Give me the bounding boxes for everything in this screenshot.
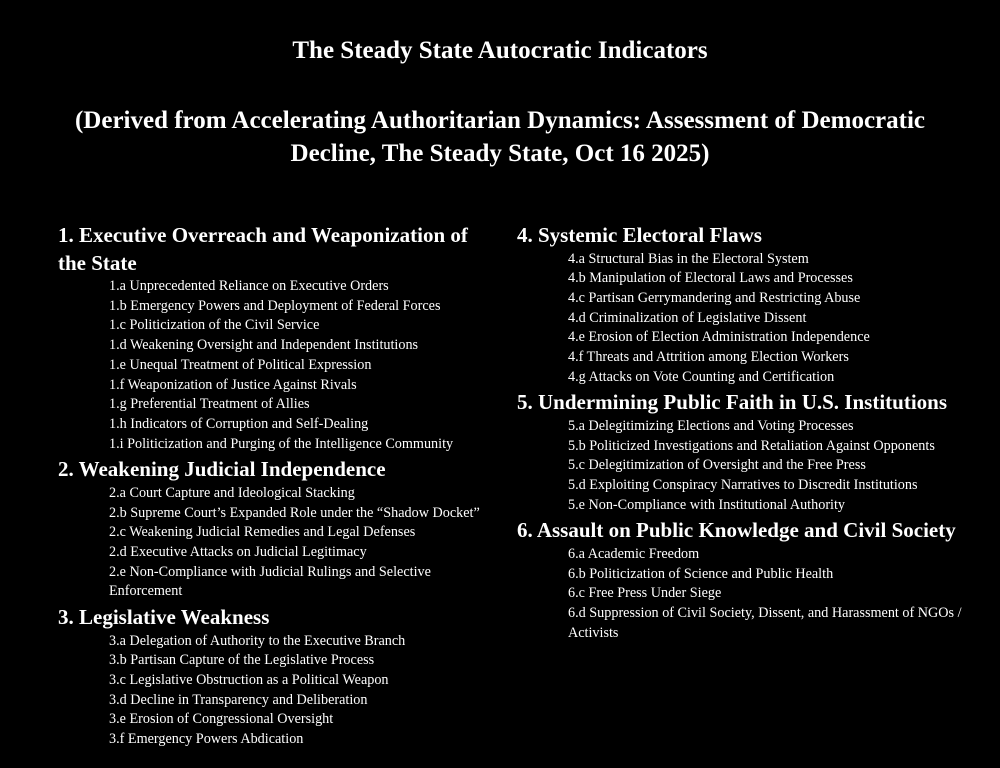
page-subtitle: (Derived from Accelerating Authoritarian Dynamics: Assessment of Democratic Decline, The Steady State, Oct 16 2025) [74,107,926,167]
indicator-item: 3.c Legislative Obstruction as a Political Weapon [109,671,389,688]
section-heading: 1. Executive Overreach and Weaponization of the State [58,223,468,275]
indicator-item: 3.f Emergency Powers Abdication [109,731,304,748]
indicator-item: 2.b Supreme Court’s Expanded Role under the “Shadow Docket” [109,504,480,521]
indicator-section [58,604,498,750]
indicator-item: 6.d Suppression of Civil Society, Dissent, and Harassment of NGOs / Activists [568,605,962,641]
indicator-list [517,417,977,516]
left-column [58,222,498,752]
section-heading: 6. Assault on Public Knowledge and Civil Society [517,518,956,543]
indicator-list [517,250,977,388]
indicator-item: 3.b Partisan Capture of the Legislative Process [109,652,375,669]
section-heading: 2. Weakening Judicial Independence [58,457,386,482]
indicator-item: 1.h Indicators of Corruption and Self-Dealing [109,415,369,432]
indicator-list [58,632,498,750]
indicator-item: 1.b Emergency Powers and Deployment of Federal Forces [109,297,441,314]
indicator-item: 4.a Structural Bias in the Electoral System [568,250,809,267]
indicator-item: 1.c Politicization of the Civil Service [109,317,320,334]
indicator-item: 6.a Academic Freedom [568,545,700,562]
page-title: The Steady State Autocratic Indicators [292,37,708,64]
indicator-item: 1.f Weaponization of Justice Against Rivals [109,376,357,393]
indicator-list [58,277,498,454]
indicator-item: 5.b Politicized Investigations and Retaliation Against Opponents [568,437,935,454]
indicator-item: 1.e Unequal Treatment of Political Expression [109,356,372,373]
indicator-item: 2.d Executive Attacks on Judicial Legitimacy [109,543,367,560]
indicator-item: 3.d Decline in Transparency and Deliberation [109,691,368,708]
section-heading: 5. Undermining Public Faith in U.S. Institutions [517,390,948,415]
indicator-section [58,456,498,602]
indicator-item: 6.b Politicization of Science and Public Health [568,565,834,582]
indicator-item: 4.b Manipulation of Electoral Laws and Processes [568,270,853,287]
indicator-item: 4.g Attacks on Vote Counting and Certification [568,368,835,385]
indicator-item: 2.c Weakening Judicial Remedies and Legal Defenses [109,524,416,541]
indicator-item: 1.g Preferential Treatment of Allies [109,396,310,413]
indicator-item: 4.c Partisan Gerrymandering and Restricting Abuse [568,289,861,306]
indicator-section [517,389,977,515]
indicator-item: 5.d Exploiting Conspiracy Narratives to Discredit Institutions [568,477,918,494]
right-column [517,222,977,645]
indicator-list [517,545,977,644]
indicator-item: 3.e Erosion of Congressional Oversight [109,711,334,728]
indicator-item: 5.a Delegitimizing Elections and Voting Processes [568,417,854,434]
indicator-item: 5.e Non-Compliance with Institutional Authority [568,496,846,513]
indicator-item: 1.a Unprecedented Reliance on Executive Orders [109,278,389,294]
indicator-item: 4.f Threats and Attrition among Election Workers [568,349,849,366]
indicator-item: 3.a Delegation of Authority to the Executive Branch [109,632,406,649]
section-heading: 3. Legislative Weakness [58,605,270,630]
indicator-item: 4.d Criminalization of Legislative Dissent [568,309,807,326]
indicator-item: 4.e Erosion of Election Administration Independence [568,329,870,346]
indicator-item: 5.c Delegitimization of Oversight and the Free Press [568,457,866,474]
indicator-section [517,222,977,387]
indicator-item: 6.c Free Press Under Siege [568,585,722,602]
indicator-item: 1.d Weakening Oversight and Independent Institutions [109,337,419,354]
indicator-list [58,484,498,602]
indicator-section [517,517,977,643]
indicator-section [58,222,498,454]
indicator-item: 2.a Court Capture and Ideological Stacking [109,484,355,501]
section-heading: 4. Systemic Electoral Flaws [517,223,762,247]
indicator-item: 1.i Politicization and Purging of the Intelligence Community [109,435,454,452]
indicator-item: 2.e Non-Compliance with Judicial Rulings and Selective Enforcement [109,563,431,600]
